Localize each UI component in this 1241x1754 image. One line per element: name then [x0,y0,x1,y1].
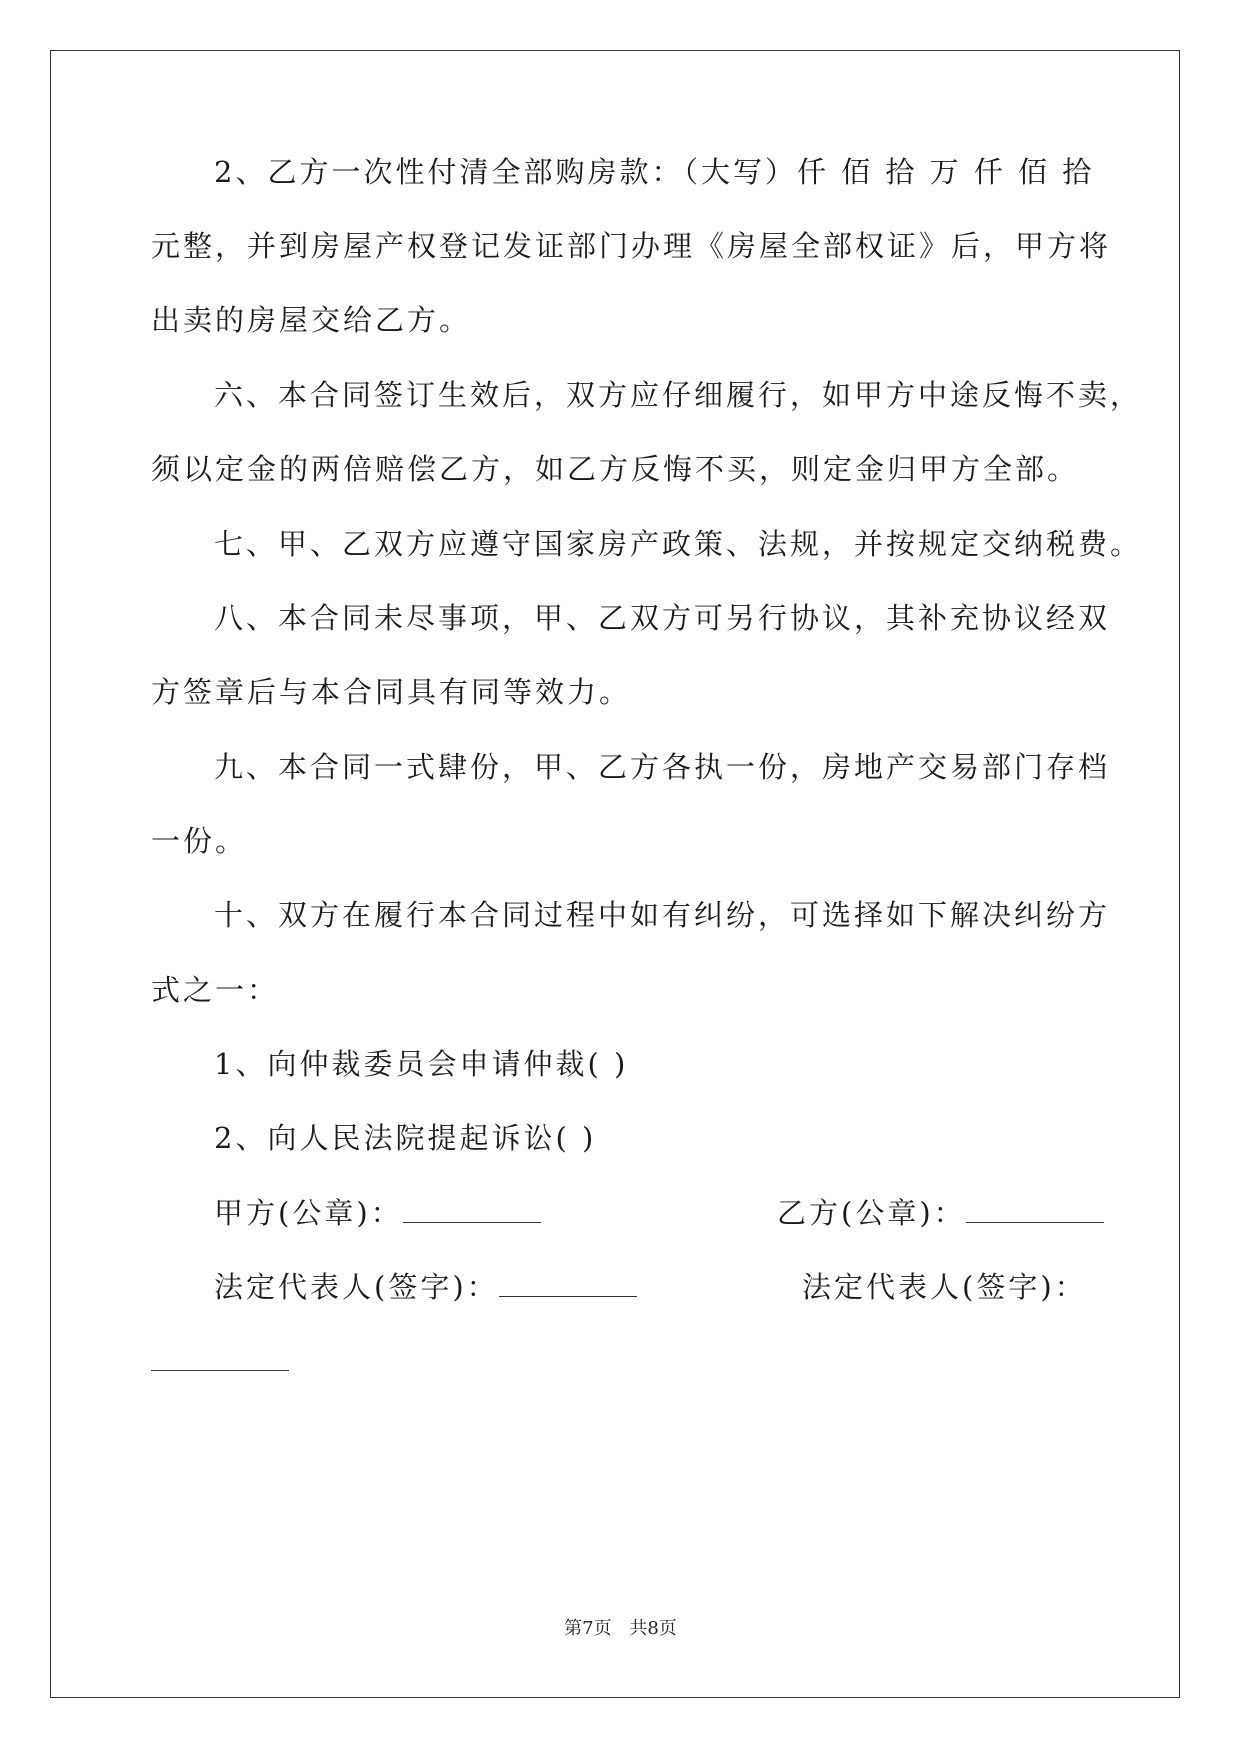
party-a-seal-label: 甲方(公章)： [214,1196,403,1230]
page-number-total: 共8页 [629,1618,677,1639]
rep-b-label: 法定代表人(签字)： [802,1270,1087,1304]
page-footer [0,1614,1241,1640]
rep-b-row [802,1267,1087,1307]
party-b-seal-label: 乙方(公章)： [777,1196,966,1230]
clause-seven: 七、甲、乙双方应遵守国家房产政策、法规，并按规定交纳税费。 [214,527,1143,561]
clause-six-line-1: 六、本合同签订生效后，双方应仔细履行，如甲方中途反悔不卖， [214,378,1143,412]
dispute-option-court: 2、向人民法院提起诉讼( ) [214,1121,597,1155]
rep-b-blank-row [151,1341,289,1381]
rep-a-blank[interactable] [499,1268,637,1297]
clause-ten-line-1: 十、双方在履行本合同过程中如有纠纷，可选择如下解决纠纷方 [214,898,1111,932]
clause-eight-line-2: 方签章后与本合同具有同等效力。 [151,675,632,709]
dispute-option-arbitration: 1、向仲裁委员会申请仲裁( ) [214,1047,629,1081]
clause-payment-line-3: 出卖的房屋交给乙方。 [151,303,472,337]
party-b-seal-blank[interactable] [966,1194,1104,1223]
page-number-current: 第7页 [564,1618,612,1639]
clause-six-line-2: 须以定金的两倍赔偿乙方，如乙方反悔不买，则定金归甲方全部。 [151,452,1080,486]
clause-ten-line-2: 式之一： [151,973,280,1007]
clause-nine-line-2: 一份。 [151,824,248,858]
clause-payment-line-2: 元整，并到房屋产权登记发证部门办理《房屋全部权证》后，甲方将 [151,229,1112,263]
clause-eight-line-1: 八、本合同未尽事项，甲、乙双方可另行协议，其补充协议经双 [214,601,1111,635]
party-b-seal-row [777,1193,1104,1233]
clause-payment-line-1: 2、乙方一次性付清全部购房款：（大写）仟 佰 拾 万 仟 佰 拾 [214,155,1095,189]
page-border [50,50,1180,1698]
rep-a-label: 法定代表人(签字)： [214,1270,499,1304]
party-a-seal-row [214,1193,541,1233]
party-a-seal-blank[interactable] [403,1194,541,1223]
clause-nine-line-1: 九、本合同一式肆份，甲、乙方各执一份，房地产交易部门存档 [214,750,1111,784]
rep-b-blank[interactable] [151,1342,289,1371]
rep-a-row [214,1267,637,1307]
